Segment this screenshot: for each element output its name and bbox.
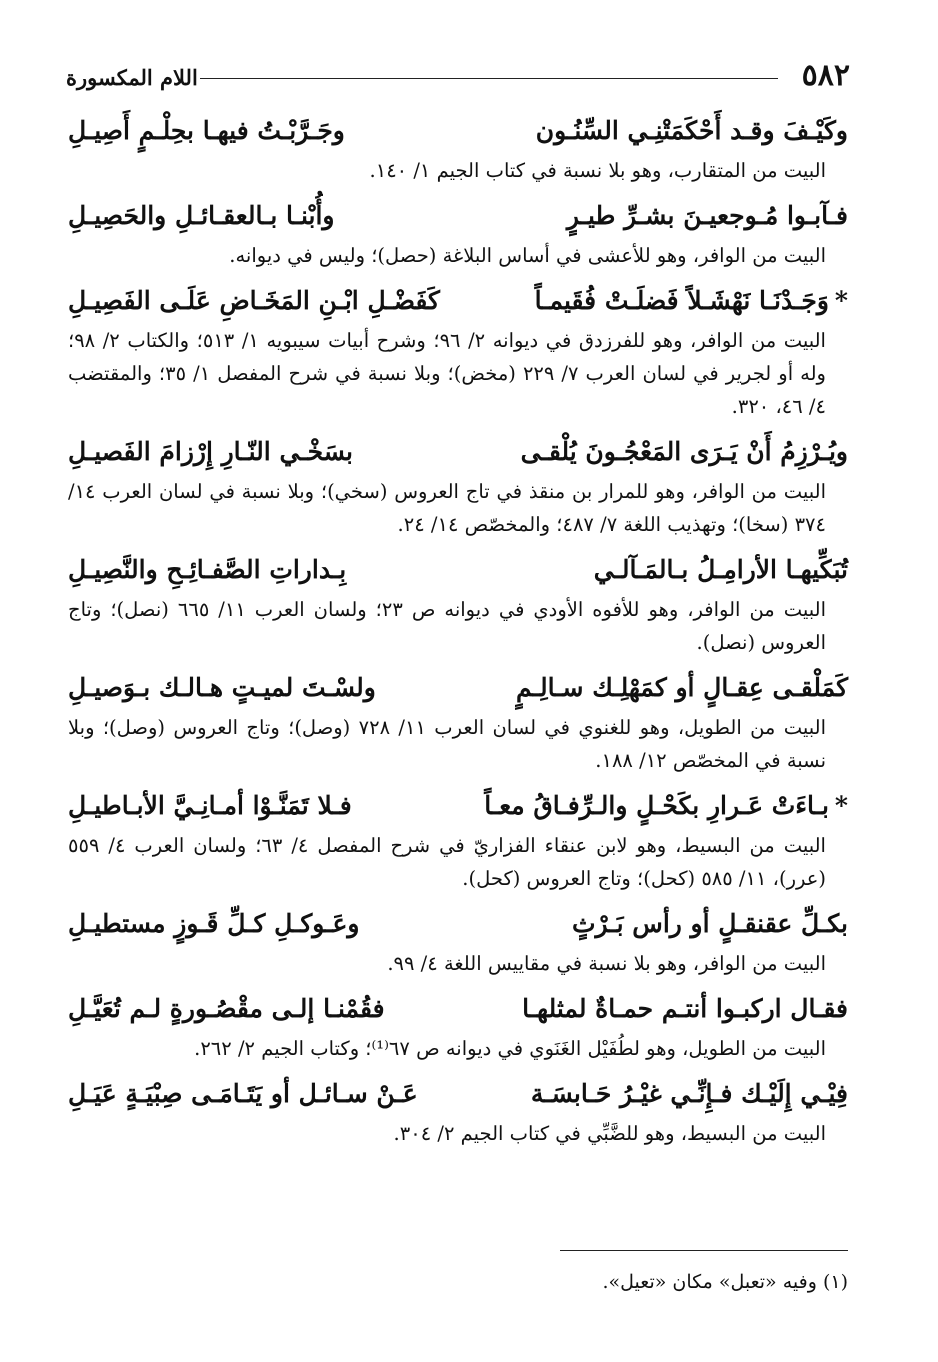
verse-line <box>68 986 848 1032</box>
first-hemistich-group <box>522 986 848 1032</box>
verse-entry <box>68 108 848 187</box>
first-hemistich: فقـال اركبـوا أنتـم حمـاةٌ لمثلهـا <box>522 994 848 1023</box>
second-hemistich: بِـداراتِ الصَّفـائِـحِ والنَّصِيـلِ <box>68 555 347 584</box>
first-hemistich: بكـلِّ عقنقـلٍ أو رأس بَـرْثٍ <box>571 909 848 938</box>
verse-note: البيت من البسيط، وهو لابن عنقاء الفزاريّ في شرح المفصل ٤/ ٦٣؛ ولسان العرب ٤/ ٥٥٩ (عرر)، ١١/ ٥٨٥ (كحل)؛ وتاج العروس (كحل). <box>68 834 826 890</box>
verse-line <box>68 429 848 475</box>
first-hemistich-group <box>567 193 848 239</box>
verse-note: البيت من الوافر، وهو للفرزدق في ديوانه ٢/ ٩٦؛ وشرح أبيات سيبويه ١/ ٥١٣؛ والكتاب ٢/ ٩٨؛ وله أو لجرير في لسان العرب ٧/ ٢٢٩ (مخض)؛ وبلا نسبة في شرح المفصل ١/ ٣٥؛ والمقتضب ٤/ ٤٦، ٣٢٠. <box>68 329 826 418</box>
verse-list <box>68 108 848 1156</box>
second-hemistich: فـلا تَمَنَّـوْا أمـانِـيَّ الأبـاطيـلِ <box>68 791 352 820</box>
second-hemistich: وجَـرَّبْـتُ فيهـا بحِلْـمٍ أَصِيـلِ <box>68 116 345 145</box>
first-hemistich: فِيْـي إِلَيْـك فـإِنِّـي غيْـرُ حَـابسَـة <box>530 1079 848 1108</box>
verse-entry <box>68 901 848 980</box>
verse-line <box>68 547 848 593</box>
first-hemistich: ويُـرْزِمُ أَنْ يَـرَى المَعْجُـونَ يُلْقـى <box>520 437 848 466</box>
footnote: (١) وفيه «تعبل» مكان «تعيل». <box>602 1271 848 1293</box>
verse-note: البيت من البسيط، وهو للضَّبِّي في كتاب الجيم ٢/ ٣٠٤. <box>393 1122 826 1145</box>
verse-entry <box>68 986 848 1065</box>
verse-note: البيت من الوافر، وهو بلا نسبة في مقاييس اللغة ٤/ ٩٩. <box>387 952 826 975</box>
second-hemistich: كَفَضْـلِ ابْـنِ المَخَـاضِ عَلَـى الفَصِيـلِ <box>68 286 440 315</box>
first-hemistich: كَمَلْقـى عِقـالٍ أو كمَهْلِـك سـالِـمٍ <box>516 673 848 702</box>
first-hemistich-group <box>521 429 848 475</box>
footnote-rule <box>560 1250 848 1251</box>
verse-entry <box>68 783 848 895</box>
verse-note: البيت من الوافر، وهو للأفوه الأودي في ديوانه ص ٢٣؛ ولسان العرب ١١/ ٦٦٥ (نصل)؛ وتاج العروس (نصل). <box>68 598 826 654</box>
second-hemistich: بسَخْـي النّـارِ إِرْزامَ الفَصيـلِ <box>68 437 353 466</box>
verse-line <box>68 193 848 239</box>
second-hemistich: عَـنْ سـائـل أو يَتَـامَـى صِبْيَـةٍ عَيَـلِ <box>68 1079 418 1108</box>
asterisk-marker: * <box>834 286 848 315</box>
verse-line <box>68 108 848 154</box>
first-hemistich-group <box>516 665 848 711</box>
second-hemistich: فقُمْنـا إلـى مقْصُـورةٍ لـم تُعَيَّـلِ <box>68 994 385 1023</box>
page-header <box>66 58 850 98</box>
verse-note: البيت من الوافر، وهو للأعشى في أساس البلاغة (حصل)؛ وليس في ديوانه. <box>229 244 826 267</box>
verse-entry <box>68 429 848 541</box>
verse-note: البيت من الوافر، وهو للمرار بن منقذ في تاج العروس (سخي)؛ وبلا نسبة في لسان العرب ١٤/ ٣٧٤ (سخا)؛ وتهذيب اللغة ٧/ ٤٨٧؛ والمخصّص ١٤/ ٢٤. <box>68 480 826 536</box>
header-rule <box>200 78 778 79</box>
verse-line <box>68 783 848 829</box>
asterisk-marker: * <box>834 791 848 820</box>
second-hemistich: وأُبْنـا بـالعقـائـلِ والحَصِيـلِ <box>68 201 335 230</box>
first-hemistich: وَجَـدْنَـا نَهْشَـلاً فَضلَـتْ فُقَيمـاً <box>534 286 829 315</box>
verse-entry <box>68 547 848 659</box>
page-number: ٥٨٢ <box>801 58 850 93</box>
verse-entry <box>68 1071 848 1150</box>
verse-entry <box>68 193 848 272</box>
first-hemistich: فـآبـوا مُـوجعيـنَ بشـرِّ طيـرٍ <box>566 201 848 230</box>
first-hemistich-group <box>531 1071 848 1117</box>
first-hemistich-group <box>594 547 848 593</box>
verse-line <box>68 278 848 324</box>
verse-note: البيت من الطويل، وهو للغنوي في لسان العرب ١١/ ٧٢٨ (وصل)؛ وتاج العروس (وصل)؛ وبلا نسبة في المخصّص ١٢/ ١٨٨. <box>68 716 826 772</box>
verse-note: البيت من الطويل، وهو لطُفَيْل الغَنَوي في ديوانه ص ٦٧⁽¹⁾؛ وكتاب الجيم ٢/ ٢٦٢. <box>194 1037 826 1060</box>
running-title: اللام المكسورة <box>66 65 198 90</box>
first-hemistich-group <box>484 783 848 829</box>
verse-line <box>68 1071 848 1117</box>
second-hemistich: وعَـوكـلِ كـلِّ قَـوزٍ مستطيـلِ <box>68 909 360 938</box>
second-hemistich: ولسْـتَ لميـتٍ هـالـك بـوَصيـلِ <box>68 673 376 702</box>
first-hemistich-group <box>572 901 848 947</box>
first-hemistich-group <box>535 278 848 324</box>
verse-note: البيت من المتقارب، وهو بلا نسبة في كتاب الجيم ١/ ١٤٠. <box>369 159 826 182</box>
first-hemistich: وكَيْـفَ وقـد أَحْكَمَتْنِـي السِّنُـون <box>535 116 848 145</box>
verse-entry <box>68 278 848 423</box>
first-hemistich-group <box>536 108 848 154</box>
first-hemistich: بـاءَتْ عَـرارِ بكَحْـلٍ والـرِّفـاقُ معـاً <box>484 791 829 820</box>
first-hemistich: تُبَكِّيهـا الأرامِـلُ بـالمَـآلـي <box>593 555 848 584</box>
verse-line <box>68 665 848 711</box>
verse-line <box>68 901 848 947</box>
verse-entry <box>68 665 848 777</box>
